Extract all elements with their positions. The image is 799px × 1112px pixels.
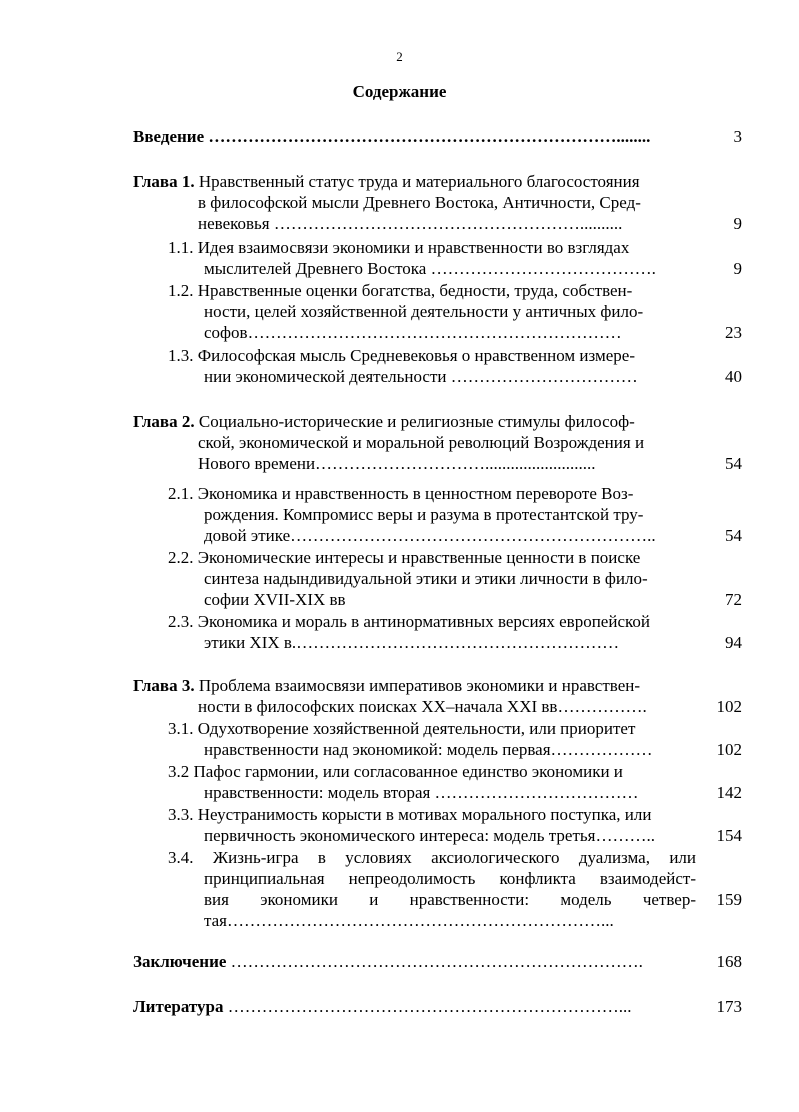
toc-page-number: 159 — [716, 890, 742, 909]
chapter-label: Глава 3. — [133, 676, 195, 695]
toc-page-number: 9 — [733, 214, 742, 233]
toc-line: ности, целей хозяйственной деятельности у античных фило- — [204, 302, 644, 321]
toc-line: принципиальная непреодолимость конфликта взаимодейст- — [204, 869, 696, 888]
toc-line: довой этике……………………………………………………….. — [204, 526, 656, 545]
toc-chapter-2 — [133, 411, 635, 432]
toc-line: мыслителей Древнего Востока …………………………………. — [204, 259, 656, 278]
toc-line: в философской мысли Древнего Востока, Античности, Сред- — [198, 193, 641, 212]
toc-page-number: 40 — [725, 367, 742, 386]
toc-line: вия экономики и нравственности: модель четвер- — [204, 890, 696, 909]
literature-label: Литература — [133, 997, 224, 1016]
toc-line: синтеза надындивидуальной этики и этики личности в фило- — [204, 569, 648, 588]
toc-line: этики XIX в.………………………………………………… — [204, 633, 620, 652]
toc-page-number: 72 — [725, 590, 742, 609]
toc-line: ской, экономической и моральной революций Возрождения и — [198, 433, 645, 452]
toc-section-1-1: 1.1. Идея взаимосвязи экономики и нравственности во взглядах — [168, 238, 630, 257]
toc-section-1-3: 1.3. Философская мысль Средневековья о нравственном измере- — [168, 346, 636, 365]
conclusion-label: Заключение — [133, 952, 227, 971]
toc-page-number: 3 — [733, 127, 742, 146]
toc-page-number: 9 — [733, 259, 742, 278]
toc-page-number: 102 — [716, 697, 742, 716]
chapter-label: Глава 1. — [133, 172, 195, 191]
toc-line: Нового времени………………………….......................... — [198, 454, 596, 473]
toc-page-number: 168 — [716, 952, 742, 971]
toc-section-2-1: 2.1. Экономика и нравственность в ценностном перевороте Воз- — [168, 484, 634, 503]
toc-line: тая…………………………………………………………... — [204, 911, 614, 930]
toc-section-1-2: 1.2. Нравственные оценки богатства, бедности, труда, собствен- — [168, 281, 633, 300]
toc-line: нравственности над экономикой: модель первая……………… — [204, 740, 653, 759]
toc-conclusion — [133, 951, 643, 972]
toc-literature — [133, 996, 631, 1017]
toc-line: первичность экономического интереса: модель третья……….. — [204, 826, 655, 845]
chapter-label: Глава 2. — [133, 412, 195, 431]
toc-chapter-3 — [133, 675, 640, 696]
leader-dots: ……………………………………………………………... — [223, 997, 632, 1016]
toc-section-2-3: 2.3. Экономика и мораль в антинормативных версиях европейской — [168, 612, 650, 631]
toc-chapter-1 — [133, 171, 640, 192]
toc-line: ности в философских поисках XX–начала XXI вв……………. — [198, 697, 647, 716]
toc-intro: Введение ………………………………………………………………........ — [133, 127, 651, 146]
toc-section-3-2: 3.2 Пафос гармонии, или согласованное единство экономики и — [168, 762, 623, 781]
toc-page-number: 142 — [716, 783, 742, 802]
toc-page-number: 154 — [716, 826, 742, 845]
chapter-title: Нравственный статус труда и материального благосостояния — [194, 172, 640, 191]
toc-page-number: 102 — [716, 740, 742, 759]
chapter-title: Проблема взаимосвязи императивов экономики и нравствен- — [194, 676, 641, 695]
page-number: 2 — [396, 49, 403, 64]
toc-section-3-1: 3.1. Одухотворение хозяйственной деятельности, или приоритет — [168, 719, 636, 738]
toc-page-number: 54 — [725, 526, 742, 545]
toc-page-number: 173 — [716, 997, 742, 1016]
toc-page-number: 94 — [725, 633, 742, 652]
toc-page-number: 54 — [725, 454, 742, 473]
toc-line: нравственности: модель вторая ……………………………… — [204, 783, 639, 802]
toc-line: невековья ……………………………………………….......... — [198, 214, 623, 233]
toc-line: нии экономической деятельности …………………………… — [204, 367, 638, 386]
toc-section-3-4: 3.4. Жизнь-игра в условиях аксиологического дуализма, или — [168, 848, 696, 867]
page-title: Содержание — [352, 82, 447, 101]
leader-dots: ………………………………………………………………. — [226, 952, 643, 971]
toc-line: софов………………………………………………………… — [204, 323, 622, 342]
toc-line: софии XVII-XIX вв — [204, 590, 346, 609]
chapter-title: Социально-исторические и религиозные стимулы философ- — [194, 412, 635, 431]
toc-section-3-3: 3.3. Неустранимость корысти в мотивах морального поступка, или — [168, 805, 652, 824]
toc-page-number: 23 — [725, 323, 742, 342]
toc-section-2-2: 2.2. Экономические интересы и нравственные ценности в поиске — [168, 548, 641, 567]
toc-line: рождения. Компромисс веры и разума в протестантской тру- — [204, 505, 644, 524]
